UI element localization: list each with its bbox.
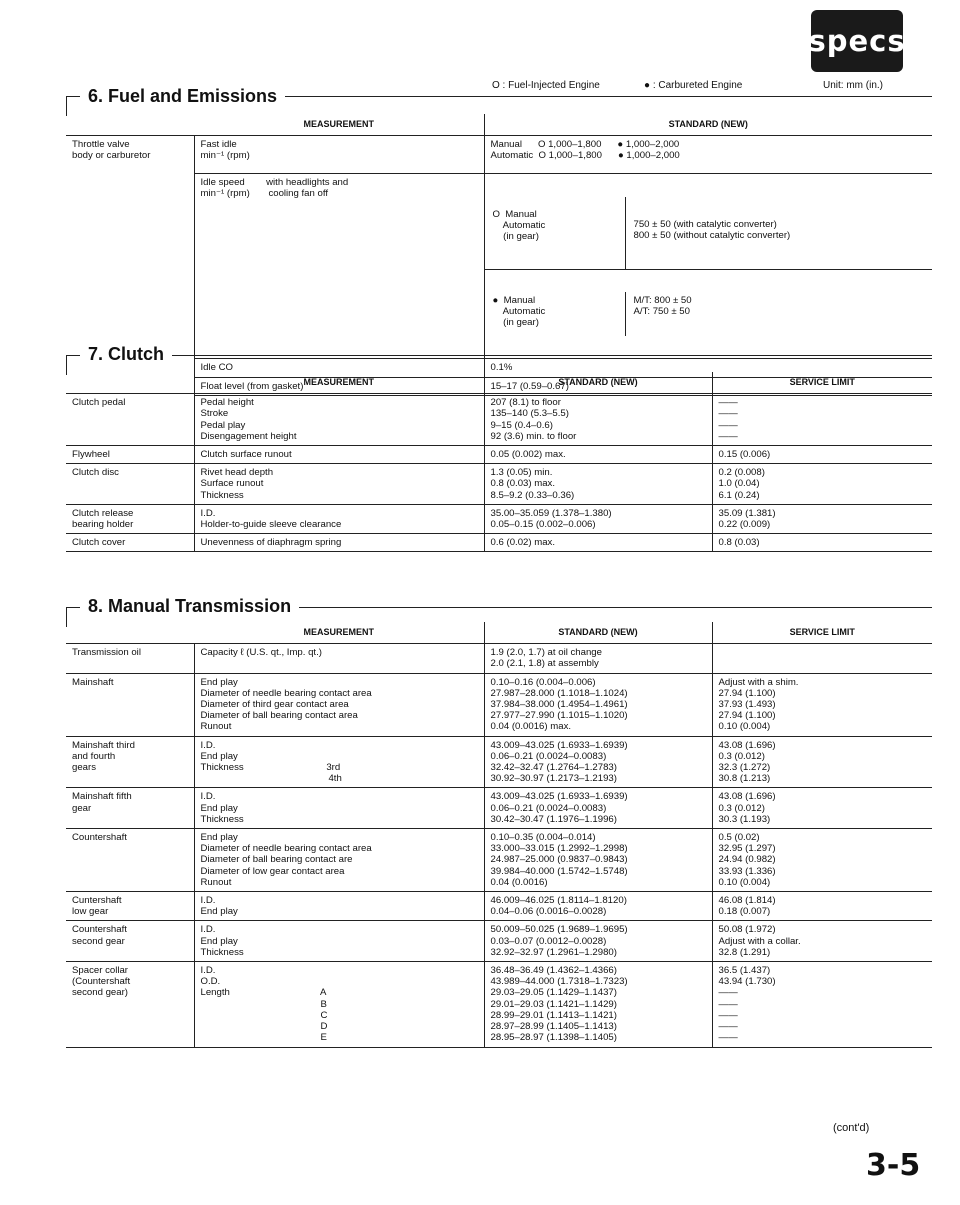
idle-speed-fi-value: 750 ± 50 (with catalytic converter) 800 ± 50 (without catalytic converter) [625, 197, 933, 269]
standard-float-level: 15–17 (0.59–0.67) [484, 377, 932, 395]
measurement-fast-idle: Fast idle min⁻¹ (rpm) [194, 136, 484, 174]
clutch-header-measurement: MEASUREMENT [194, 372, 484, 394]
continued-note: (cont'd) [833, 1122, 870, 1134]
page-number: 3-5 [866, 1148, 921, 1183]
clutch-header-standard: STANDARD (NEW) [484, 372, 712, 394]
component-throttle-body: Throttle valve body or carburetor [66, 136, 194, 396]
mt-meas-mainshaft-3-4: I.D. End play Thickness 3rd 4th [194, 736, 484, 788]
legend-carbureted: ● : Carbureted Engine [644, 80, 743, 91]
section6-title: 6. Fuel and Emissions [80, 86, 285, 107]
mt-std-low-gear: 46.009–46.025 (1.8114–1.8120) 0.04–0.06 (0.0016–0.0028) [484, 892, 712, 921]
clutch-meas-flywheel: Clutch surface runout [194, 446, 484, 464]
clutch-meas-cover: Unevenness of diaphragm spring [194, 534, 484, 552]
mt-comp-mainshaft-3-4: Mainshaft third and fourth gears [66, 736, 194, 788]
measurement-idle-speed: Idle speed with headlights and min⁻¹ (rpm) cooling fan off [194, 174, 484, 359]
mt-limit-mainshaft-5: 43.08 (1.696) 0.3 (0.012) 30.3 (1.193) [712, 788, 932, 829]
fuel-emissions-table [66, 114, 932, 396]
legend-unit: Unit: mm (in.) [823, 80, 883, 91]
clutch-std-disc: 1.3 (0.05) min. 0.8 (0.03) max. 8.5–9.2 (0.33–0.36) [484, 464, 712, 505]
mt-meas-low-gear: I.D. End play [194, 892, 484, 921]
mt-std-mainshaft: 0.10–0.16 (0.004–0.006) 27.987–28.000 (1.1018–1.1024) 37.984–38.000 (1.4954–1.4961) 27.977–27.990 (1.1015–1.1020) 0.04 (0.0016) max. [484, 673, 712, 736]
mt-comp-low-gear: Cuntershaft low gear [66, 892, 194, 921]
legend-fuel-injected: O : Fuel-Injected Engine [492, 80, 600, 91]
mt-meas-second-gear: I.D. End play Thickness [194, 921, 484, 962]
mt-std-mainshaft-3-4: 43.009–43.025 (1.6933–1.6939) 0.06–0.21 (0.0024–0.0083) 32.42–32.47 (1.2764–1.2783) 30.92–30.97 (1.2173–1.2193) [484, 736, 712, 788]
clutch-comp-pedal: Clutch pedal [66, 394, 194, 446]
section7-top-rule [66, 355, 932, 356]
mt-std-countershaft: 0.10–0.35 (0.004–0.014) 33.000–33.015 (1.2992–1.2998) 24.987–25.000 (0.9837–0.9843) 39.984–40.000 (1.5742–1.5748) 0.04 (0.0016) [484, 829, 712, 892]
mt-limit-second-gear: 50.08 (1.972) Adjust with a collar. 32.8 (1.291) [712, 921, 932, 962]
mt-comp-second-gear: Countershaft second gear [66, 921, 194, 962]
mt-limit-mainshaft: Adjust with a shim. 27.94 (1.100) 37.93 (1.493) 27.94 (1.100) 0.10 (0.004) [712, 673, 932, 736]
section7-title: 7. Clutch [80, 344, 172, 365]
mt-comp-spacer-collar: Spacer collar (Countershaft second gear) [66, 962, 194, 1047]
clutch-limit-release-bearing: 35.09 (1.381) 0.22 (0.009) [712, 504, 932, 533]
measurement-idle-co: Idle CO [194, 359, 484, 377]
mt-comp-oil: Transmission oil [66, 644, 194, 673]
clutch-limit-flywheel: 0.15 (0.006) [712, 446, 932, 464]
manual-transmission-table [66, 622, 932, 1048]
header-measurement: MEASUREMENT [194, 114, 484, 136]
clutch-comp-flywheel: Flywheel [66, 446, 194, 464]
section8-title: 8. Manual Transmission [80, 596, 299, 617]
standard-idle-co: 0.1% [484, 359, 932, 377]
mt-meas-mainshaft: End play Diameter of needle bearing contact area Diameter of third gear contact area Diameter of ball bearing contact area Runout [194, 673, 484, 736]
standard-fast-idle: Manual O 1,000–1,800 ● 1,000–2,000 Automatic O 1,000–1,800 ● 1,000–2,000 [484, 136, 932, 174]
measurement-float-level: Float level (from gasket) [194, 377, 484, 395]
mt-header-measurement: MEASUREMENT [194, 622, 484, 644]
mt-meas-mainshaft-5: I.D. End play Thickness [194, 788, 484, 829]
clutch-limit-pedal: —— —— —— —— [712, 394, 932, 446]
mt-limit-spacer-collar: 36.5 (1.437) 43.94 (1.730) —— —— —— —— —— [712, 962, 932, 1047]
mt-comp-countershaft: Countershaft [66, 829, 194, 892]
clutch-meas-release-bearing: I.D. Holder-to-guide sleeve clearance [194, 504, 484, 533]
mt-meas-spacer-collar: I.D. O.D. Length A B C D E [194, 962, 484, 1047]
clutch-header-limit: SERVICE LIMIT [789, 377, 855, 387]
section6-left-tick [66, 96, 67, 116]
mt-meas-countershaft: End play Diameter of needle bearing contact area Diameter of ball bearing contact are Diameter of low gear contact area Runout [194, 829, 484, 892]
mt-meas-oil: Capacity ℓ (U.S. qt., Imp. qt.) [194, 644, 484, 673]
clutch-meas-pedal: Pedal height Stroke Pedal play Disengagement height [194, 394, 484, 446]
mt-comp-mainshaft-5: Mainshaft fifth gear [66, 788, 194, 829]
clutch-comp-disc: Clutch disc [66, 464, 194, 505]
clutch-limit-cover: 0.8 (0.03) [712, 534, 932, 552]
clutch-std-release-bearing: 35.00–35.059 (1.378–1.380) 0.05–0.15 (0.002–0.006) [484, 504, 712, 533]
mt-limit-mainshaft-3-4: 43.08 (1.696) 0.3 (0.012) 32.3 (1.272) 30.8 (1.213) [712, 736, 932, 788]
mt-header-limit: SERVICE LIMIT [789, 627, 855, 637]
mt-header-standard: STANDARD (NEW) [484, 622, 712, 644]
clutch-table [66, 372, 932, 552]
mt-limit-countershaft: 0.5 (0.02) 32.95 (1.297) 24.94 (0.982) 33.93 (1.336) 0.10 (0.004) [712, 829, 932, 892]
header-standard: STANDARD (NEW) [668, 119, 748, 129]
mt-std-spacer-collar: 36.48–36.49 (1.4362–1.4366) 43.989–44.000 (1.7318–1.7323) 29.03–29.05 (1.1429–1.1437) 29.01–29.03 (1.1421–1.1429) 28.99–29.01 (1.1413–1.1421) 28.97–28.99 (1.1405–1.1413) 28.95–28.97 (1.1398–1.1405) [484, 962, 712, 1047]
clutch-std-cover: 0.6 (0.02) max. [484, 534, 712, 552]
mt-std-oil: 1.9 (2.0, 1.7) at oil change 2.0 (2.1, 1.8) at assembly [484, 644, 712, 673]
mt-limit-low-gear: 46.08 (1.814) 0.18 (0.007) [712, 892, 932, 921]
clutch-comp-cover: Clutch cover [66, 534, 194, 552]
mt-std-second-gear: 50.009–50.025 (1.9689–1.9695) 0.03–0.07 (0.0012–0.0028) 32.92–32.97 (1.2961–1.2980) [484, 921, 712, 962]
mt-std-mainshaft-5: 43.009–43.025 (1.6933–1.6939) 0.06–0.21 (0.0024–0.0083) 30.42–30.47 (1.1976–1.1996) [484, 788, 712, 829]
idle-speed-carb-value: M/T: 800 ± 50 A/T: 750 ± 50 [625, 292, 933, 336]
clutch-limit-disc: 0.2 (0.008) 1.0 (0.04) 6.1 (0.24) [712, 464, 932, 505]
mt-comp-mainshaft: Mainshaft [66, 673, 194, 736]
clutch-comp-release-bearing: Clutch release bearing holder [66, 504, 194, 533]
clutch-meas-disc: Rivet head depth Surface runout Thickness [194, 464, 484, 505]
clutch-std-pedal: 207 (8.1) to floor 135–140 (5.3–5.5) 9–15 (0.4–0.6) 92 (3.6) min. to floor [484, 394, 712, 446]
idle-speed-fi-label: O Manual Automatic (in gear) [492, 208, 546, 243]
specs-badge: specs [811, 10, 903, 72]
mt-limit-oil [712, 644, 932, 673]
clutch-std-flywheel: 0.05 (0.002) max. [484, 446, 712, 464]
idle-speed-carb-label: ● Manual Automatic (in gear) [492, 295, 546, 329]
